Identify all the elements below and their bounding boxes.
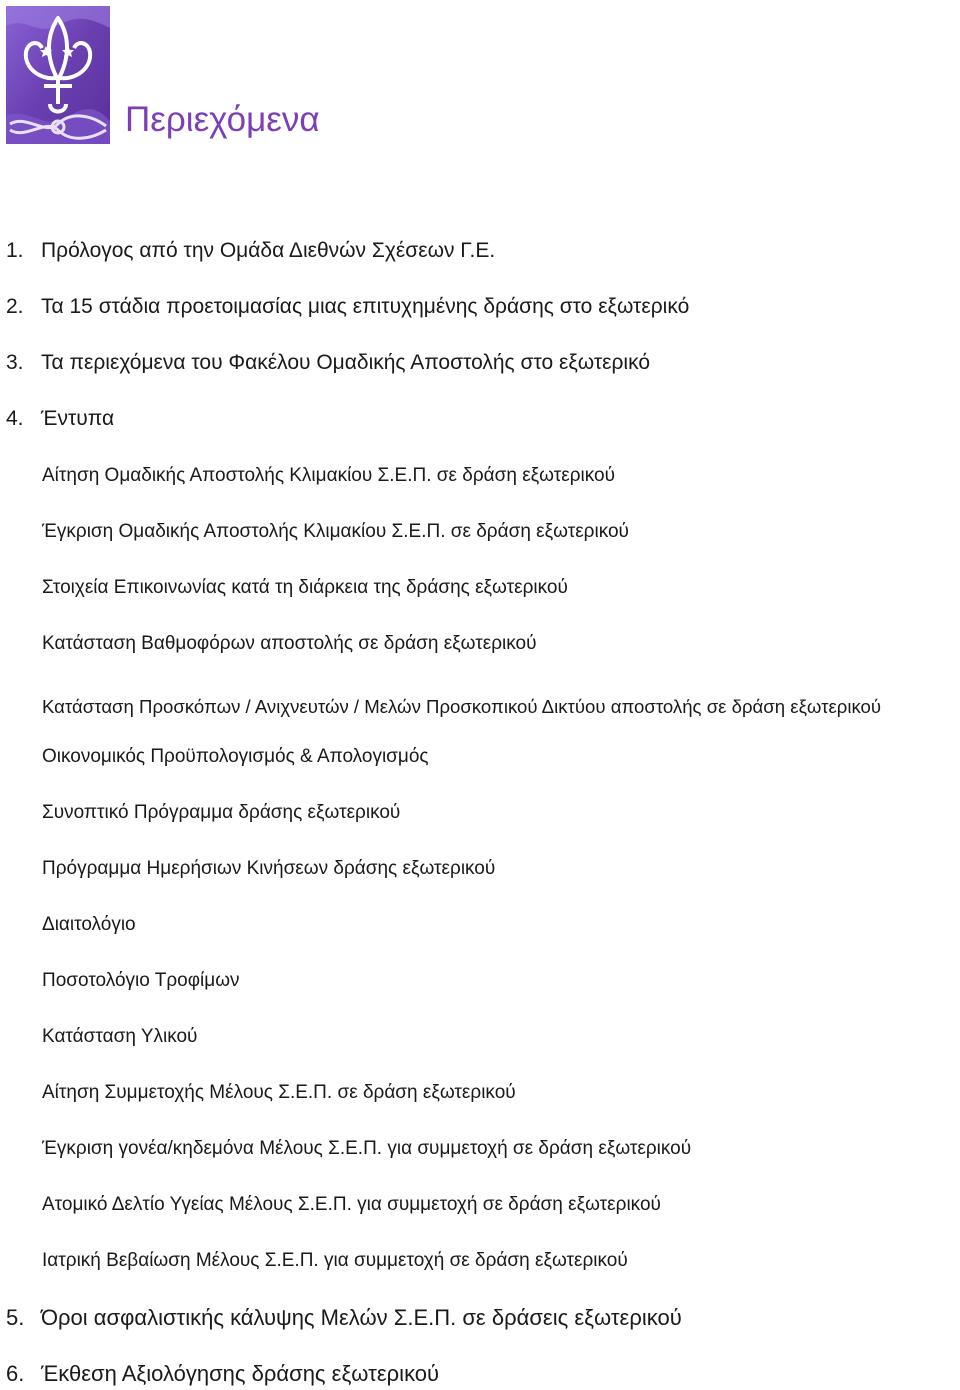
toc-item-number: 2. xyxy=(6,295,24,318)
form-item-text: Αίτηση Ομαδικής Αποστολής Κλιμακίου Σ.Ε.Π. σε δράση εξωτερικού xyxy=(42,465,615,486)
form-item-text: Ποσοτολόγιο Τροφίμων xyxy=(42,970,240,991)
form-item-text: Οικονομικός Προϋπολογισμός & Απολογισμός xyxy=(42,746,429,767)
toc-item-number: 3. xyxy=(6,351,24,374)
form-item-text: Συνοπτικό Πρόγραμμα δράσης εξωτερικού xyxy=(42,802,401,823)
form-item-text: Κατάσταση Βαθμοφόρων αποστολής σε δράση εξωτερικού xyxy=(42,633,537,654)
toc-item-text: Έκθεση Αξιολόγησης δράσης εξωτερικού xyxy=(41,1361,440,1386)
form-item-text: Πρόγραμμα Ημερήσιων Κινήσεων δράσης εξωτερικού xyxy=(42,858,496,879)
toc-item-text: Τα περιεχόμενα του Φακέλου Ομαδικής Αποστολής στο εξωτερικό xyxy=(41,351,651,374)
form-item-text: Στοιχεία Επικοινωνίας κατά τη διάρκεια της δράσης εξωτερικού xyxy=(42,577,568,598)
fleur-de-lis-icon xyxy=(6,6,110,144)
toc-item-text: Όροι ασφαλιστικής κάλυψης Μελών Σ.Ε.Π. σε δράσεις εξωτερικού xyxy=(41,1305,682,1330)
form-item-text: Ιατρική Βεβαίωση Μέλους Σ.Ε.Π. για συμμετοχή σε δράση εξωτερικού xyxy=(42,1250,628,1271)
toc-item-number: 6. xyxy=(6,1361,25,1386)
form-item-text: Κατάσταση Υλικού xyxy=(42,1026,198,1047)
form-item-text: Κατάσταση Προσκόπων / Ανιχνευτών / Μελών Προσκοπικού Δικτύου αποστολής σε δράση εξωτερικού xyxy=(42,696,882,717)
page-title: Περιεχόμενα xyxy=(125,100,320,139)
form-item-text: Αίτηση Συμμετοχής Μέλους Σ.Ε.Π. σε δράση εξωτερικού xyxy=(42,1082,516,1103)
form-item-text: Ατομικό Δελτίο Υγείας Μέλους Σ.Ε.Π. για συμμετοχή σε δράση εξωτερικού xyxy=(42,1194,661,1215)
form-item-text: Διαιτολόγιο xyxy=(42,914,136,935)
form-item-text: Έγκριση γονέα/κηδεμόνα Μέλους Σ.Ε.Π. για συμμετοχή σε δράση εξωτερικού xyxy=(42,1138,692,1159)
toc-item-number: 1. xyxy=(6,239,24,262)
toc-item-text: Έντυπα xyxy=(41,407,115,430)
form-item-text: Έγκριση Ομαδικής Αποστολής Κλιμακίου Σ.Ε.Π. σε δράση εξωτερικού xyxy=(42,521,629,542)
toc-item-number: 5. xyxy=(6,1305,25,1330)
toc-item-text: Τα 15 στάδια προετοιμασίας μιας επιτυχημένης δράσης στο εξωτερικό xyxy=(41,295,690,318)
toc-item-number: 4. xyxy=(6,407,24,430)
toc-item-text: Πρόλογος από την Ομάδα Διεθνών Σχέσεων Γ.Ε. xyxy=(41,239,496,262)
scout-logo xyxy=(6,6,110,144)
